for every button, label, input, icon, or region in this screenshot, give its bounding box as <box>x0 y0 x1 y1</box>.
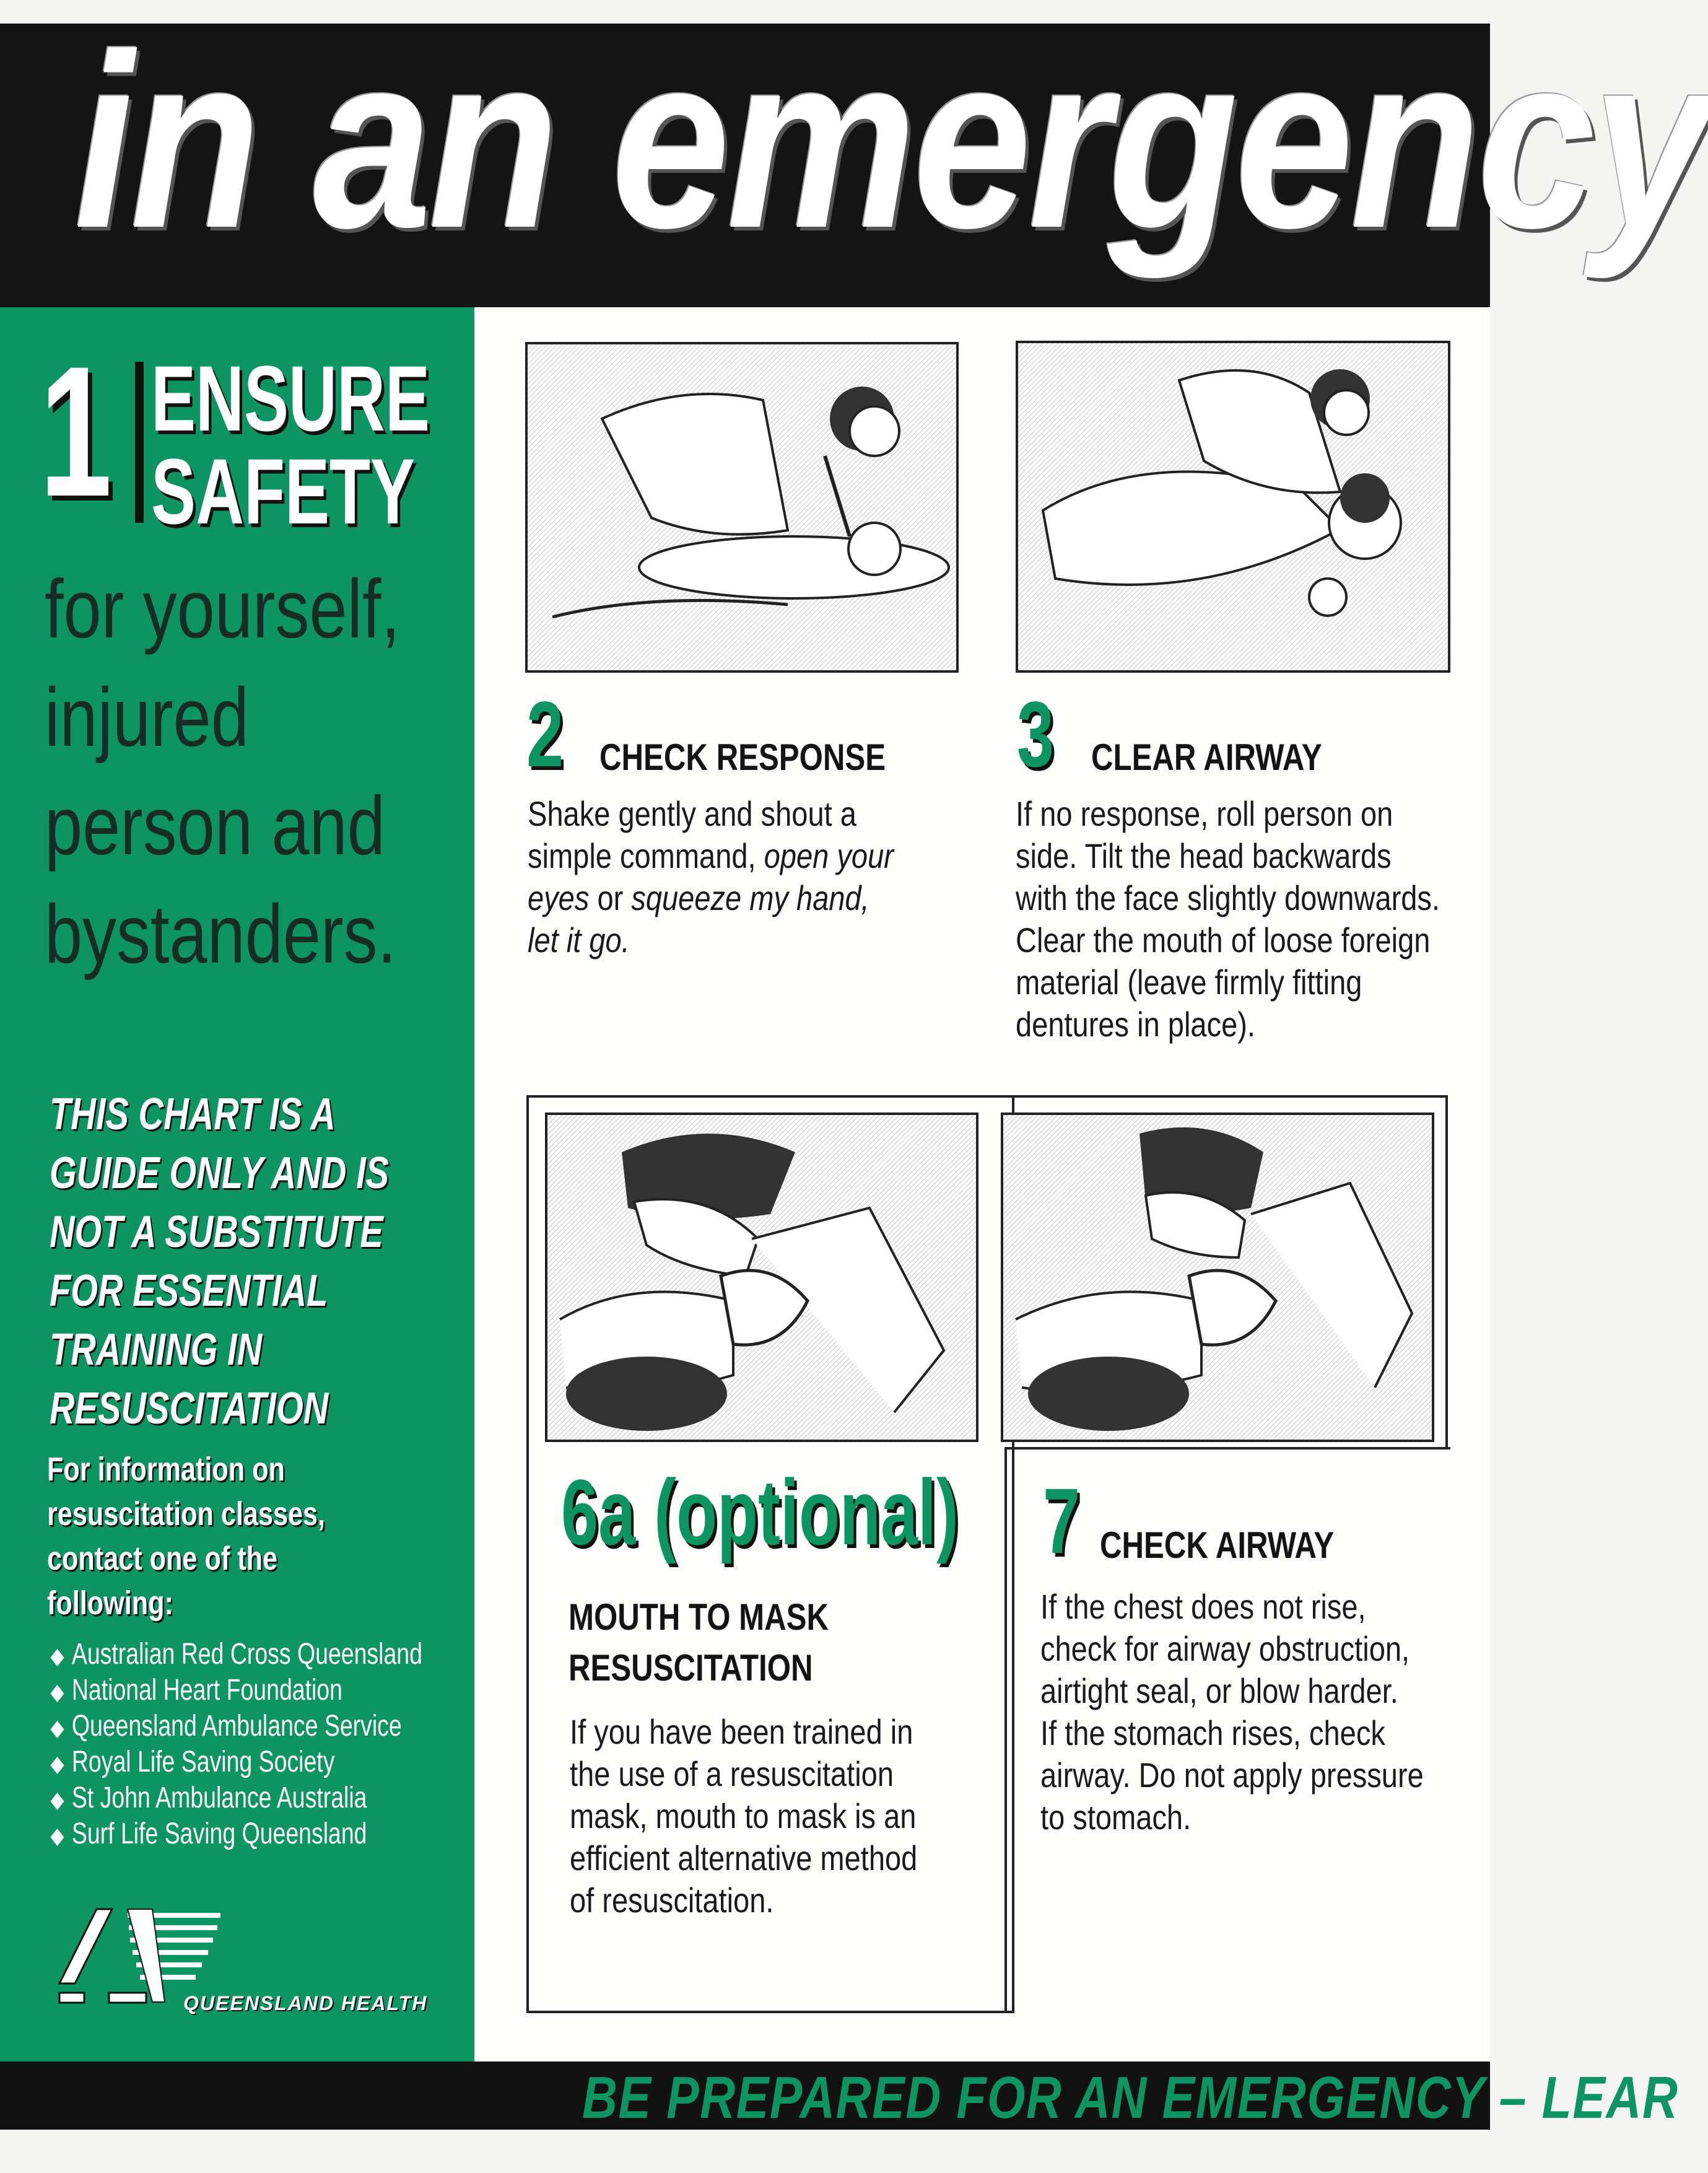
step6a-number: 6a (optional) <box>561 1460 959 1564</box>
step2-body-line3 <box>528 877 869 919</box>
right-frame-edge <box>1445 1095 1448 1448</box>
step3-body-line5: material (leave firmly fitting <box>1016 963 1362 1002</box>
step1-title-line1: ENSURE <box>151 346 430 450</box>
step3-title: CLEAR AIRWAY <box>1091 737 1322 778</box>
clear-airway-figure-icon <box>1018 343 1448 670</box>
organization-name: National Heart Foundation <box>71 1674 342 1707</box>
step2-body-line2 <box>528 835 894 877</box>
info-heading-line3: contact one of the <box>47 1540 278 1577</box>
mouth-to-mask-figure-icon <box>547 1115 976 1440</box>
step1-title-line2: SAFETY <box>151 439 416 543</box>
organization-name: Australian Red Cross Queensland <box>71 1638 422 1671</box>
step7-body-line3: airtight seal, or blow harder. <box>1040 1671 1398 1710</box>
step2-body-line1: Shake gently and shout a <box>528 794 856 833</box>
disclaimer-line6: RESUSCITATION <box>50 1384 329 1433</box>
organization-name: Royal Life Saving Society <box>71 1746 335 1778</box>
step1-number: 1 <box>40 327 112 535</box>
step3-body-line6: dentures in place). <box>1016 1005 1256 1044</box>
list-item <box>50 1672 422 1708</box>
step2-command-text: eyes <box>528 878 590 917</box>
organization-list <box>50 1637 528 1852</box>
check-airway-illustration <box>1001 1113 1434 1442</box>
step6a-body-line2: the use of a resuscitation <box>570 1754 894 1793</box>
step2-command-text: open your <box>764 836 894 875</box>
list-item <box>50 1780 422 1816</box>
organization-name: St John Ambulance Australia <box>71 1782 367 1814</box>
step1-divider <box>135 362 144 523</box>
step7-body-line6: to stomach. <box>1040 1798 1192 1837</box>
step7-title: CHECK AIRWAY <box>1100 1524 1335 1566</box>
diamond-bullet-icon <box>50 1649 64 1666</box>
disclaimer-line4: FOR ESSENTIAL <box>50 1266 328 1316</box>
disclaimer-line1: THIS CHART IS A <box>50 1090 336 1139</box>
step6a-title-line2: RESUSCITATION <box>569 1647 813 1689</box>
info-heading-line4: following: <box>47 1585 173 1622</box>
list-item <box>50 1816 422 1852</box>
disclaimer-line2: GUIDE ONLY AND IS <box>50 1148 390 1198</box>
step3-body-line2: side. Tilt the head backwards <box>1016 836 1392 875</box>
organization-name: Queensland Ambulance Service <box>71 1710 402 1742</box>
mouth-to-mask-illustration <box>545 1113 978 1442</box>
step2-body-text: simple command, <box>528 836 764 875</box>
step3-body-line1: If no response, roll person on <box>1016 794 1393 833</box>
step6a-body-line5: of resuscitation. <box>570 1881 774 1920</box>
check-response-illustration <box>525 342 959 673</box>
step2-number: 2 <box>526 682 564 786</box>
step6a-body-line1: If you have been trained in <box>570 1712 913 1751</box>
list-item <box>50 1744 422 1780</box>
step2-command-text: squeeze my hand, <box>631 878 869 917</box>
disclaimer-line5: TRAINING IN <box>50 1325 263 1375</box>
step3-number: 3 <box>1017 682 1055 786</box>
list-item <box>50 1637 422 1672</box>
header-banner <box>0 2 1708 307</box>
diamond-bullet-icon <box>50 1793 64 1810</box>
step7-body-line5: airway. Do not apply pressure <box>1040 1755 1424 1795</box>
footer-banner <box>0 2062 1679 2131</box>
step2-body-line4 <box>528 919 630 961</box>
step7-body-line1: If the chest does not rise, <box>1040 1587 1366 1626</box>
step1-subtitle-line3: person and <box>45 780 385 872</box>
diamond-bullet-icon <box>50 1829 64 1846</box>
top-frame-edge <box>1009 1095 1448 1098</box>
page-title: in an emergency <box>74 2 1708 279</box>
diamond-bullet-icon <box>50 1757 64 1774</box>
diamond-bullet-icon <box>50 1685 64 1702</box>
step6a-title-line1: MOUTH TO MASK <box>569 1596 829 1638</box>
disclaimer-line3: NOT A SUBSTITUTE <box>50 1207 383 1257</box>
step2-body-text: or <box>589 878 632 917</box>
step6a-body-line4: efficient alternative method <box>570 1839 918 1878</box>
step2-command-text: let it go. <box>528 920 630 960</box>
step6a-body-line3: mask, mouth to mask is an <box>570 1796 917 1835</box>
clear-airway-illustration <box>1016 341 1450 673</box>
list-item <box>50 1708 422 1744</box>
info-heading-line2: resuscitation classes, <box>47 1495 326 1532</box>
step7-number: 7 <box>1043 1469 1081 1573</box>
step3-body-line4: Clear the mouth of loose foreign <box>1016 920 1431 960</box>
step1-subtitle-line2: injured <box>45 671 249 764</box>
step2-title: CHECK RESPONSE <box>599 737 886 778</box>
step1-subtitle-line1: for yourself, <box>45 563 401 655</box>
step7-body-line2: check for airway obstruction, <box>1040 1629 1410 1668</box>
check-airway-figure-icon <box>1003 1115 1432 1440</box>
info-heading-line1: For information on <box>47 1451 285 1488</box>
step3-body-line3: with the face slightly downwards. <box>1016 878 1440 917</box>
step7-body-line4: If the stomach rises, check <box>1040 1713 1385 1752</box>
diamond-bullet-icon <box>50 1721 64 1738</box>
organization-name: Surf Life Saving Queensland <box>71 1817 367 1850</box>
logo-text: QUEENSLAND HEALTH <box>183 1992 428 2014</box>
check-response-figure-icon <box>528 344 956 670</box>
left-panel <box>0 307 474 2062</box>
footer-text: BE PREPARED FOR AN EMERGENCY – LEAR <box>582 2065 1679 2131</box>
step1-subtitle-line4: bystanders. <box>45 888 397 981</box>
